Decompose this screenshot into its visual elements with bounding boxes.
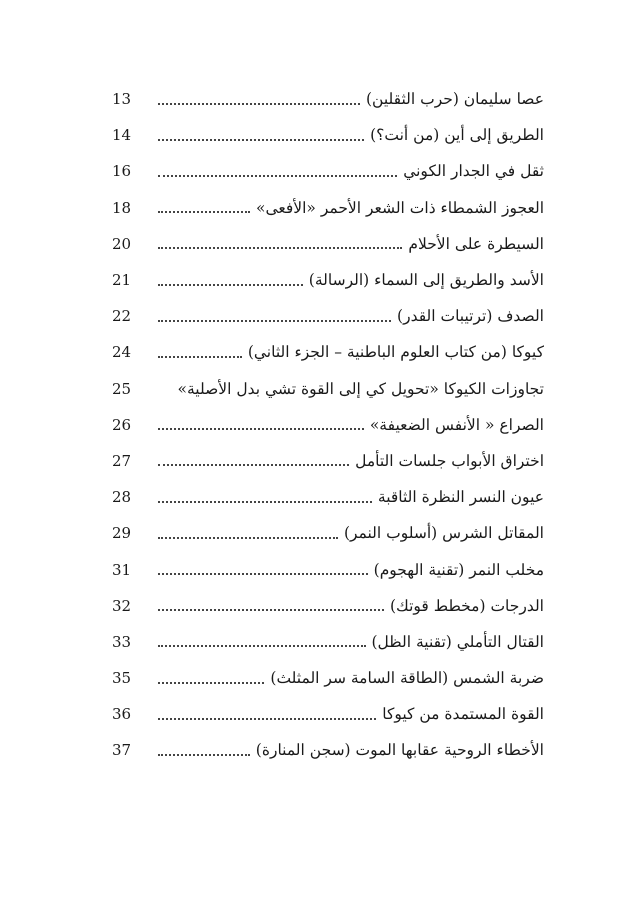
toc-page-number: 25 — [112, 379, 132, 398]
dot-leader — [158, 572, 368, 575]
toc-entry — [108, 190, 544, 226]
toc-entry — [108, 696, 544, 732]
toc-page-number: 27 — [112, 451, 132, 470]
toc-entry — [108, 371, 544, 407]
toc-entry — [108, 515, 544, 551]
toc-title: الأسد والطريق إلى السماء (الرسالة) — [308, 271, 544, 290]
toc-title: عيون النسر النظرة الثاقبة — [377, 488, 544, 507]
toc-title: القوة المستمدة من كيوكا — [382, 705, 544, 724]
toc-page-number: 32 — [112, 596, 132, 615]
toc-page-number: 28 — [112, 488, 132, 507]
toc-page-number: 29 — [112, 524, 132, 543]
toc-page-number: 20 — [112, 234, 132, 253]
dot-leader — [158, 210, 250, 213]
toc-title: كيوكا (من كتاب العلوم الباطنية – الجزء الثاني) — [247, 343, 544, 362]
toc-page-number: 31 — [112, 560, 132, 579]
toc-entry — [108, 226, 544, 262]
toc-page-number: 22 — [112, 307, 132, 326]
toc-page-number: 21 — [112, 271, 132, 290]
toc-entry — [108, 298, 544, 334]
toc-title: القتال التأملي (تقنية الظل) — [371, 632, 544, 651]
dot-leader — [158, 138, 364, 141]
dot-leader — [158, 319, 391, 322]
toc-title: الدرجات (مخطط قوتك) — [389, 596, 544, 615]
toc-title: العجوز الشمطاء ذات الشعر الأحمر «الأفعى» — [255, 198, 544, 217]
dot-leader — [158, 500, 372, 503]
dot-leader — [158, 463, 349, 466]
toc-entry — [108, 117, 544, 153]
toc-entry — [108, 262, 544, 298]
toc-title: الأخطاء الروحية عقابها الموت (سجن المنارة) — [255, 741, 544, 760]
dot-leader — [158, 427, 364, 430]
toc-entry — [108, 660, 544, 696]
toc-entry — [108, 407, 544, 443]
toc-page-number: 24 — [112, 343, 132, 362]
toc-title: الصراع « الأنفس الضعيفة» — [369, 415, 544, 434]
dot-leader — [158, 283, 303, 286]
toc-page-number: 13 — [112, 90, 132, 109]
toc-entry — [108, 624, 544, 660]
dot-leader — [158, 608, 384, 611]
toc-entry — [108, 81, 544, 117]
dot-leader — [158, 246, 402, 249]
dot-leader — [158, 681, 264, 684]
toc-title: تجاوزات الكيوكا «تحويل كي إلى القوة تشي بدل الأصلية» — [177, 379, 544, 398]
dot-leader — [158, 102, 360, 105]
dot-leader — [158, 753, 250, 756]
toc-title: الصدف (ترتيبات القدر) — [397, 307, 544, 326]
toc-entry — [108, 551, 544, 587]
toc-page-number: 33 — [112, 632, 132, 651]
toc-page-number: 35 — [112, 669, 132, 688]
dot-leader — [158, 717, 376, 720]
toc-page-number: 14 — [112, 126, 132, 145]
toc-title: ضربة الشمس (الطاقة السامة سر المثلث) — [270, 669, 544, 688]
dot-leader — [158, 355, 242, 358]
toc-title: السيطرة على الأحلام — [408, 234, 544, 253]
dot-leader — [158, 644, 366, 647]
toc-page-number: 37 — [112, 741, 132, 760]
toc-entry — [108, 153, 544, 189]
toc-page-number: 26 — [112, 415, 132, 434]
dot-leader — [158, 174, 397, 177]
toc-entry — [108, 479, 544, 515]
toc-page-number: 18 — [112, 198, 132, 217]
toc-entry — [108, 588, 544, 624]
toc-title: المقاتل الشرس (أسلوب النمر) — [343, 524, 544, 543]
toc-page-number: 16 — [112, 162, 132, 181]
table-of-contents — [108, 81, 544, 769]
toc-entry — [108, 443, 544, 479]
toc-title: ثقل في الجدار الكوني — [403, 162, 544, 181]
toc-title: عصا سليمان (حرب الثقلين) — [365, 90, 544, 109]
toc-entry — [108, 732, 544, 768]
toc-page-number: 36 — [112, 705, 132, 724]
toc-title: مخلب النمر (تقنية الهجوم) — [373, 560, 544, 579]
toc-entry — [108, 334, 544, 370]
toc-title: الطريق إلى أين (من أنت؟) — [370, 126, 544, 145]
toc-title: اختراق الأبواب جلسات التأمل — [355, 451, 544, 470]
dot-leader — [158, 536, 338, 539]
